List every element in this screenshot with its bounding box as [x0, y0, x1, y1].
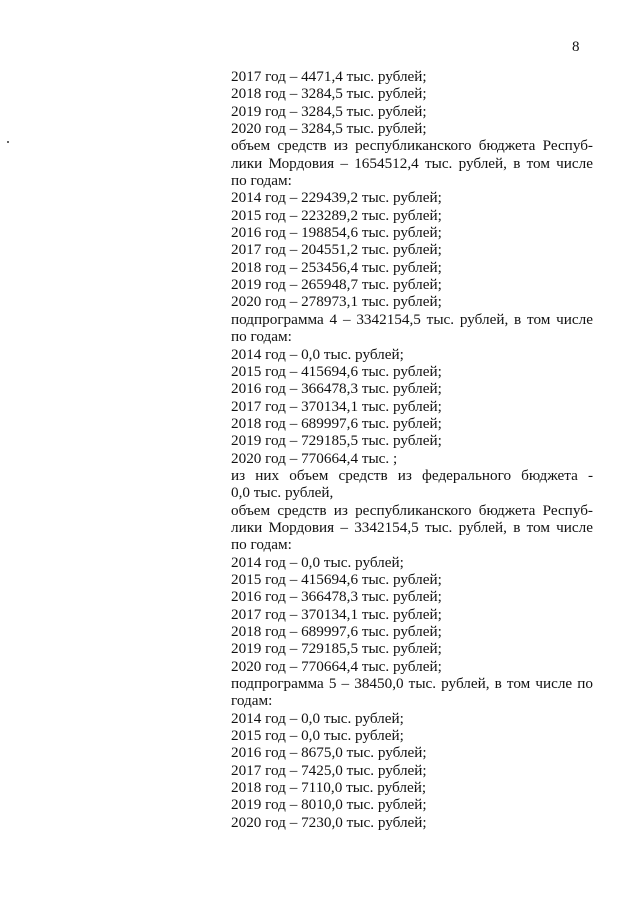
text-line: 2016 год – 198854,6 тыс. рублей; — [231, 224, 442, 242]
text-line: 2018 год – 3284,5 тыс. рублей; — [231, 85, 427, 103]
text-line: объем средств из республиканского бюджета Респуб- — [231, 137, 593, 155]
text-line: 2015 год – 415694,6 тыс. рублей; — [231, 570, 442, 588]
text-line: 2016 год – 8675,0 тыс. рублей; — [231, 744, 427, 762]
text-line: 2018 год – 7110,0 тыс. рублей; — [231, 779, 427, 797]
text-line: по годам: — [231, 328, 292, 346]
text-line: лики Мордовия – 1654512,4 тыс. рублей, в том числе — [231, 154, 593, 172]
text-line: 2014 год – 0,0 тыс. рублей; — [231, 709, 404, 727]
text-line: 2020 год – 770664,4 тыс. рублей; — [231, 657, 442, 675]
budget-text-block — [231, 68, 593, 831]
text-line: по годам: — [231, 172, 292, 190]
text-line: годам: — [231, 692, 273, 710]
text-line: подпрограмма 4 – 3342154,5 тыс. рублей, в том числе — [231, 310, 593, 328]
text-line: 2020 год – 3284,5 тыс. рублей; — [231, 120, 427, 138]
text-line: 2019 год – 3284,5 тыс. рублей; — [231, 102, 427, 120]
text-line: объем средств из республиканского бюджета Респуб- — [231, 501, 593, 519]
text-line: 2020 год – 278973,1 тыс. рублей; — [231, 293, 442, 311]
text-line: 2020 год – 7230,0 тыс. рублей; — [231, 813, 427, 831]
text-line: 2017 год – 370134,1 тыс. рублей; — [231, 605, 442, 623]
text-line: лики Мордовия – 3342154,5 тыс. рублей, в том числе — [231, 518, 593, 536]
text-line: 0,0 тыс. рублей, — [231, 484, 334, 502]
text-line: 2019 год – 729185,5 тыс. рублей; — [231, 640, 442, 658]
text-line: 2014 год – 229439,2 тыс. рублей; — [231, 189, 442, 207]
text-line: 2018 год – 689997,6 тыс. рублей; — [231, 623, 442, 640]
text-line: из них объем средств из федерального бюджета - — [231, 466, 593, 484]
scan-speck — [7, 141, 9, 143]
text-line: 2019 год – 729185,5 тыс. рублей; — [231, 432, 442, 450]
text-line: 2018 год – 253456,4 тыс. рублей; — [231, 258, 442, 276]
text-line: по годам: — [231, 536, 292, 554]
text-line: подпрограмма 5 – 38450,0 тыс. рублей, в том числе по — [231, 675, 593, 693]
text-line: 2017 год – 204551,2 тыс. рублей; — [231, 241, 442, 259]
text-line: 2016 год – 366478,3 тыс. рублей; — [231, 588, 442, 606]
text-line: 2016 год – 366478,3 тыс. рублей; — [231, 380, 442, 398]
text-line: 2017 год – 7425,0 тыс. рублей; — [231, 761, 427, 779]
text-line: 2015 год – 223289,2 тыс. рублей; — [231, 206, 442, 224]
text-line: 2019 год – 8010,0 тыс. рублей; — [231, 796, 427, 814]
text-line: 2020 год – 770664,4 тыс. ; — [231, 449, 398, 467]
text-line: 2018 год – 689997,6 тыс. рублей; — [231, 414, 442, 432]
text-line: 2019 год – 265948,7 тыс. рублей; — [231, 276, 442, 294]
text-line: 2017 год – 4471,4 тыс. рублей; — [231, 68, 427, 85]
text-line: 2015 год – 0,0 тыс. рублей; — [231, 727, 404, 745]
text-line: 2015 год – 415694,6 тыс. рублей; — [231, 362, 442, 380]
text-line: 2017 год – 370134,1 тыс. рублей; — [231, 397, 442, 415]
page-number: 8 — [572, 39, 580, 55]
text-line: 2014 год – 0,0 тыс. рублей; — [231, 345, 404, 363]
text-line: 2014 год – 0,0 тыс. рублей; — [231, 553, 404, 571]
